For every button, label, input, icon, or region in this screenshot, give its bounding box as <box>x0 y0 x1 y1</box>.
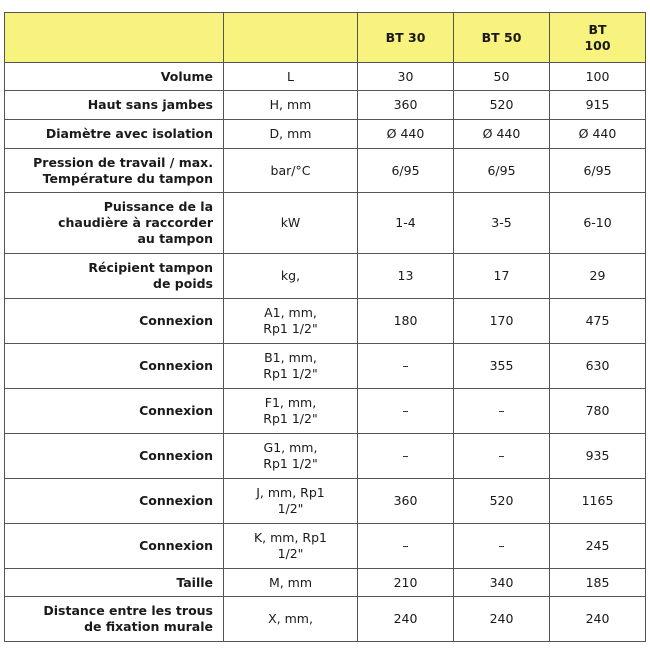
row-value-bt50: 355 <box>454 344 550 389</box>
row-value-bt100: 6-10 <box>550 193 646 254</box>
row-value-bt50: 240 <box>454 597 550 642</box>
table-row <box>5 479 646 524</box>
row-label: Connexion <box>5 524 224 569</box>
row-label: Distance entre les trous de fixation murale <box>5 597 224 642</box>
row-value-bt30: – <box>358 344 454 389</box>
row-value-bt100: 100 <box>550 63 646 91</box>
row-label: Taille <box>5 569 224 597</box>
row-value-bt100: 1165 <box>550 479 646 524</box>
row-value-bt30: 6/95 <box>358 149 454 193</box>
row-label: Récipient tampon de poids <box>5 254 224 299</box>
table-row <box>5 597 646 642</box>
row-value-bt100: 935 <box>550 434 646 479</box>
row-unit: G1, mm, Rp1 1/2" <box>224 434 358 479</box>
spec-table-body <box>5 63 646 642</box>
row-value-bt50: 520 <box>454 479 550 524</box>
row-value-bt50: – <box>454 434 550 479</box>
row-label: Haut sans jambes <box>5 91 224 120</box>
row-value-bt30: 360 <box>358 91 454 120</box>
row-value-bt100: 780 <box>550 389 646 434</box>
row-value-bt50: Ø 440 <box>454 120 550 149</box>
table-row <box>5 524 646 569</box>
row-value-bt100: 475 <box>550 299 646 344</box>
row-value-bt30: – <box>358 434 454 479</box>
row-unit: H, mm <box>224 91 358 120</box>
row-unit: K, mm, Rp1 1/2" <box>224 524 358 569</box>
table-row <box>5 63 646 91</box>
row-value-bt50: 50 <box>454 63 550 91</box>
row-value-bt30: 13 <box>358 254 454 299</box>
row-value-bt50: – <box>454 524 550 569</box>
row-unit: A1, mm, Rp1 1/2" <box>224 299 358 344</box>
table-row <box>5 193 646 254</box>
row-label: Connexion <box>5 344 224 389</box>
row-value-bt30: Ø 440 <box>358 120 454 149</box>
row-unit: D, mm <box>224 120 358 149</box>
header-row <box>5 13 646 63</box>
row-value-bt100: 185 <box>550 569 646 597</box>
table-row <box>5 299 646 344</box>
row-unit: M, mm <box>224 569 358 597</box>
row-value-bt100: 245 <box>550 524 646 569</box>
row-unit: kg, <box>224 254 358 299</box>
row-label: Connexion <box>5 389 224 434</box>
header-unit-cell <box>224 13 358 63</box>
table-row <box>5 91 646 120</box>
row-unit: L <box>224 63 358 91</box>
row-value-bt100: 6/95 <box>550 149 646 193</box>
row-value-bt30: 30 <box>358 63 454 91</box>
row-unit: bar/°C <box>224 149 358 193</box>
table-row <box>5 120 646 149</box>
row-value-bt30: 180 <box>358 299 454 344</box>
header-model-bt100: BT 100 <box>550 13 646 63</box>
row-unit: kW <box>224 193 358 254</box>
row-value-bt30: – <box>358 389 454 434</box>
row-value-bt100: 915 <box>550 91 646 120</box>
row-label: Puissance de la chaudière à raccorder au tampon <box>5 193 224 254</box>
row-value-bt30: 360 <box>358 479 454 524</box>
row-value-bt30: 1-4 <box>358 193 454 254</box>
row-value-bt30: – <box>358 524 454 569</box>
table-row <box>5 254 646 299</box>
table-row <box>5 434 646 479</box>
row-value-bt100: 29 <box>550 254 646 299</box>
row-value-bt50: 170 <box>454 299 550 344</box>
row-unit: X, mm, <box>224 597 358 642</box>
header-model-bt50: BT 50 <box>454 13 550 63</box>
row-value-bt50: 17 <box>454 254 550 299</box>
row-value-bt100: 630 <box>550 344 646 389</box>
table-row <box>5 569 646 597</box>
row-unit: J, mm, Rp1 1/2" <box>224 479 358 524</box>
row-unit: B1, mm, Rp1 1/2" <box>224 344 358 389</box>
row-value-bt100: Ø 440 <box>550 120 646 149</box>
table-row <box>5 344 646 389</box>
row-unit: F1, mm, Rp1 1/2" <box>224 389 358 434</box>
row-value-bt30: 210 <box>358 569 454 597</box>
table-row <box>5 149 646 193</box>
header-label-cell <box>5 13 224 63</box>
row-label: Diamètre avec isolation <box>5 120 224 149</box>
row-label: Connexion <box>5 299 224 344</box>
row-label: Connexion <box>5 434 224 479</box>
row-value-bt100: 240 <box>550 597 646 642</box>
row-value-bt50: 520 <box>454 91 550 120</box>
row-label: Volume <box>5 63 224 91</box>
row-value-bt50: – <box>454 389 550 434</box>
row-value-bt30: 240 <box>358 597 454 642</box>
row-value-bt50: 6/95 <box>454 149 550 193</box>
row-value-bt50: 3-5 <box>454 193 550 254</box>
row-label: Pression de travail / max. Température du tampon <box>5 149 224 193</box>
row-label: Connexion <box>5 479 224 524</box>
spec-table <box>4 12 646 642</box>
row-value-bt50: 340 <box>454 569 550 597</box>
table-row <box>5 389 646 434</box>
header-model-bt30: BT 30 <box>358 13 454 63</box>
